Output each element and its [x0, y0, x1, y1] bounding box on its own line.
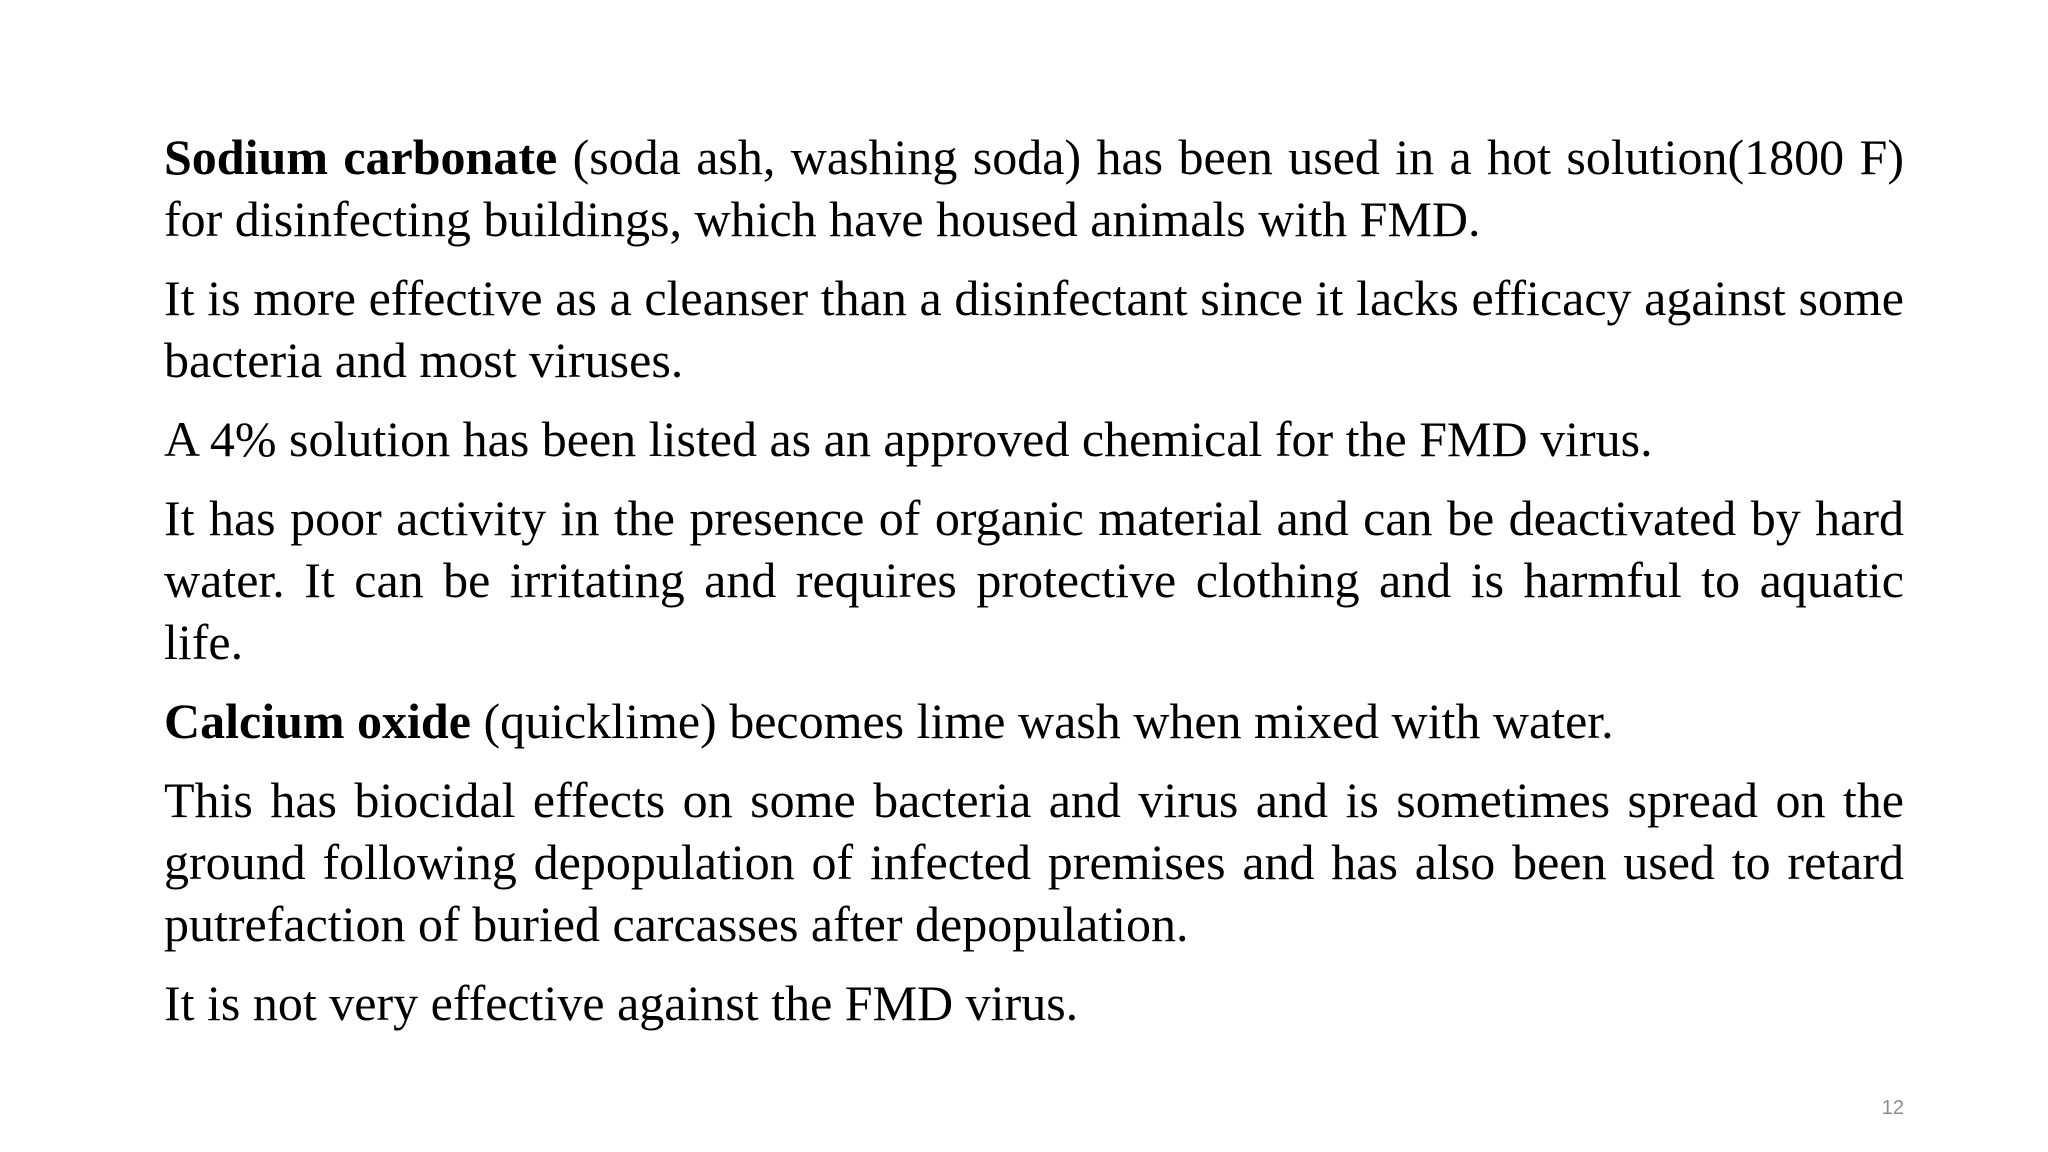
term-sodium-carbonate: Sodium carbonate: [164, 129, 558, 185]
paragraph-sodium-carbonate: [164, 126, 1904, 250]
paragraph-text: It is more effective as a cleanser than a disinfectant since it lacks efficacy against some bacteria and most viruses.: [164, 270, 1904, 388]
paragraph-calcium-oxide: [164, 690, 1904, 752]
slide-body: [164, 126, 1904, 1051]
paragraph-text: A 4% solution has been listed as an approved chemical for the FMD virus.: [164, 411, 1653, 467]
paragraph-poor-activity: [164, 487, 1904, 673]
term-calcium-oxide: Calcium oxide: [164, 693, 471, 749]
paragraph-text: (soda ash, washing soda) has been used in a hot solution(1800 F) for disinfecting buildings, which have housed animals with FMD.: [164, 129, 1904, 247]
paragraph-text: It has poor activity in the presence of organic material and can be deactivated by hard water. It can be irritating and requires protective clothing and is harmful to aquatic life.: [164, 490, 1904, 670]
page-number: 12: [1881, 1097, 1904, 1119]
paragraph-text: It is not very effective against the FMD virus.: [164, 975, 1079, 1031]
paragraph-biocidal-effects: [164, 769, 1904, 955]
paragraph-not-effective: [164, 972, 1904, 1034]
paragraph-text: (quicklime) becomes lime wash when mixed with water.: [470, 693, 1614, 749]
paragraph-text: This has biocidal effects on some bacteria and virus and is sometimes spread on the ground following depopulation of infected premises and has also been used to retard putrefaction of buried carcasses after depopulation.: [164, 772, 1904, 952]
paragraph-approved-solution: [164, 408, 1904, 470]
paragraph-cleanser-efficacy: [164, 267, 1904, 391]
